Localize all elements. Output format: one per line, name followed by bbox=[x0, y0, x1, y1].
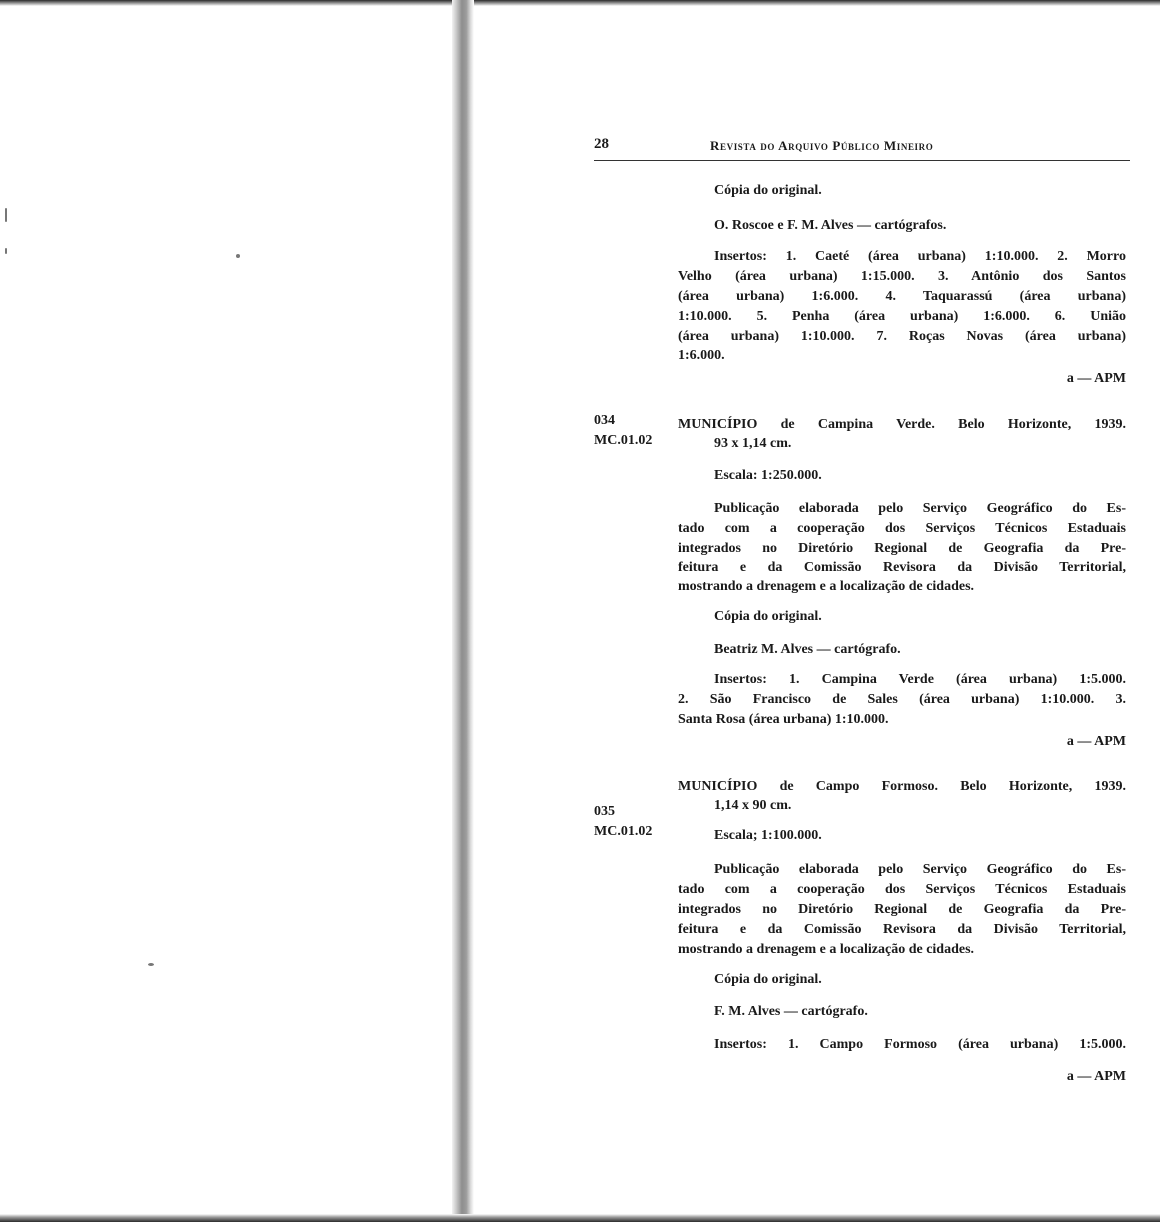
location-note: a — APM bbox=[1066, 371, 1126, 386]
description-line: integrados no Diretório Regional de Geografia da Pre- bbox=[678, 541, 1126, 556]
insets-line: Velho (área urbana) 1:15.000. 3. Antônio dos Santos bbox=[678, 269, 1126, 284]
entry-code: MC.01.02 bbox=[594, 824, 653, 839]
insets-line: (área urbana) 1:6.000. 4. Taquarassú (área urbana) bbox=[678, 289, 1126, 304]
description-line: feitura e da Comissão Revisora da Divisão Territorial, bbox=[678, 922, 1126, 937]
entry-scale: Escala; 1:100.000. bbox=[714, 828, 822, 843]
insets-line: Santa Rosa (área urbana) 1:10.000. bbox=[678, 712, 889, 727]
insets-line: 1:6.000. bbox=[678, 348, 725, 363]
description-line: mostrando a drenagem e a localização de cidades. bbox=[678, 942, 975, 957]
copy-note: Cópia do original. bbox=[714, 183, 822, 198]
authors-note: F. M. Alves — cartógrafo. bbox=[714, 1004, 868, 1019]
header-rule bbox=[594, 160, 1130, 161]
description-line: integrados no Diretório Regional de Geografia da Pre- bbox=[678, 902, 1126, 917]
entry-dimensions: 93 x 1,14 cm. bbox=[714, 436, 792, 451]
insets-line: Insertos: 1. Caeté (área urbana) 1:10.000. 2. Morro bbox=[714, 249, 1126, 264]
entry-number: 035 bbox=[594, 804, 615, 819]
description-line: tado com a cooperação dos Serviços Técnicos Estaduais bbox=[678, 882, 1126, 897]
insets-line: 1:10.000. 5. Penha (área urbana) 1:6.000. 6. União bbox=[678, 309, 1126, 324]
entry-dimensions: 1,14 x 90 cm. bbox=[714, 798, 792, 813]
journal-title: Revista do Arquivo Público Mineiro bbox=[710, 138, 934, 153]
location-note: a — APM bbox=[1066, 1069, 1126, 1084]
running-head bbox=[594, 136, 1130, 162]
description-line: feitura e da Comissão Revisora da Divisão Territorial, bbox=[678, 560, 1126, 575]
authors-note: O. Roscoe e F. M. Alves — cartógrafos. bbox=[714, 218, 947, 233]
authors-note: Beatriz M. Alves — cartógrafo. bbox=[714, 642, 901, 657]
entry-scale: Escala: 1:250.000. bbox=[714, 468, 822, 483]
copy-note: Cópia do original. bbox=[714, 609, 822, 624]
insets-line: 2. São Francisco de Sales (área urbana) 1:10.000. 3. bbox=[678, 692, 1126, 707]
page-number: 28 bbox=[594, 136, 609, 152]
entry-title: MUNICÍPIO de Campo Formoso. Belo Horizonte, 1939. bbox=[678, 779, 1126, 794]
description-line: Publicação elaborada pelo Serviço Geográfico do Es- bbox=[714, 862, 1126, 877]
insets-line: (área urbana) 1:10.000. 7. Roças Novas (área urbana) bbox=[678, 329, 1126, 344]
description-line: tado com a cooperação dos Serviços Técnicos Estaduais bbox=[678, 521, 1126, 536]
location-note: a — APM bbox=[1066, 734, 1126, 749]
insets-line: Insertos: 1. Campo Formoso (área urbana) 1:5.000. bbox=[714, 1037, 1126, 1052]
entry-number: 034 bbox=[594, 413, 615, 428]
description-line: mostrando a drenagem e a localização de cidades. bbox=[678, 579, 975, 594]
entry-title: MUNICÍPIO de Campina Verde. Belo Horizonte, 1939. bbox=[678, 417, 1126, 432]
insets-line: Insertos: 1. Campina Verde (área urbana) 1:5.000. bbox=[714, 672, 1126, 687]
copy-note: Cópia do original. bbox=[714, 972, 822, 987]
description-line: Publicação elaborada pelo Serviço Geográfico do Es- bbox=[714, 501, 1126, 516]
entry-code: MC.01.02 bbox=[594, 433, 653, 448]
